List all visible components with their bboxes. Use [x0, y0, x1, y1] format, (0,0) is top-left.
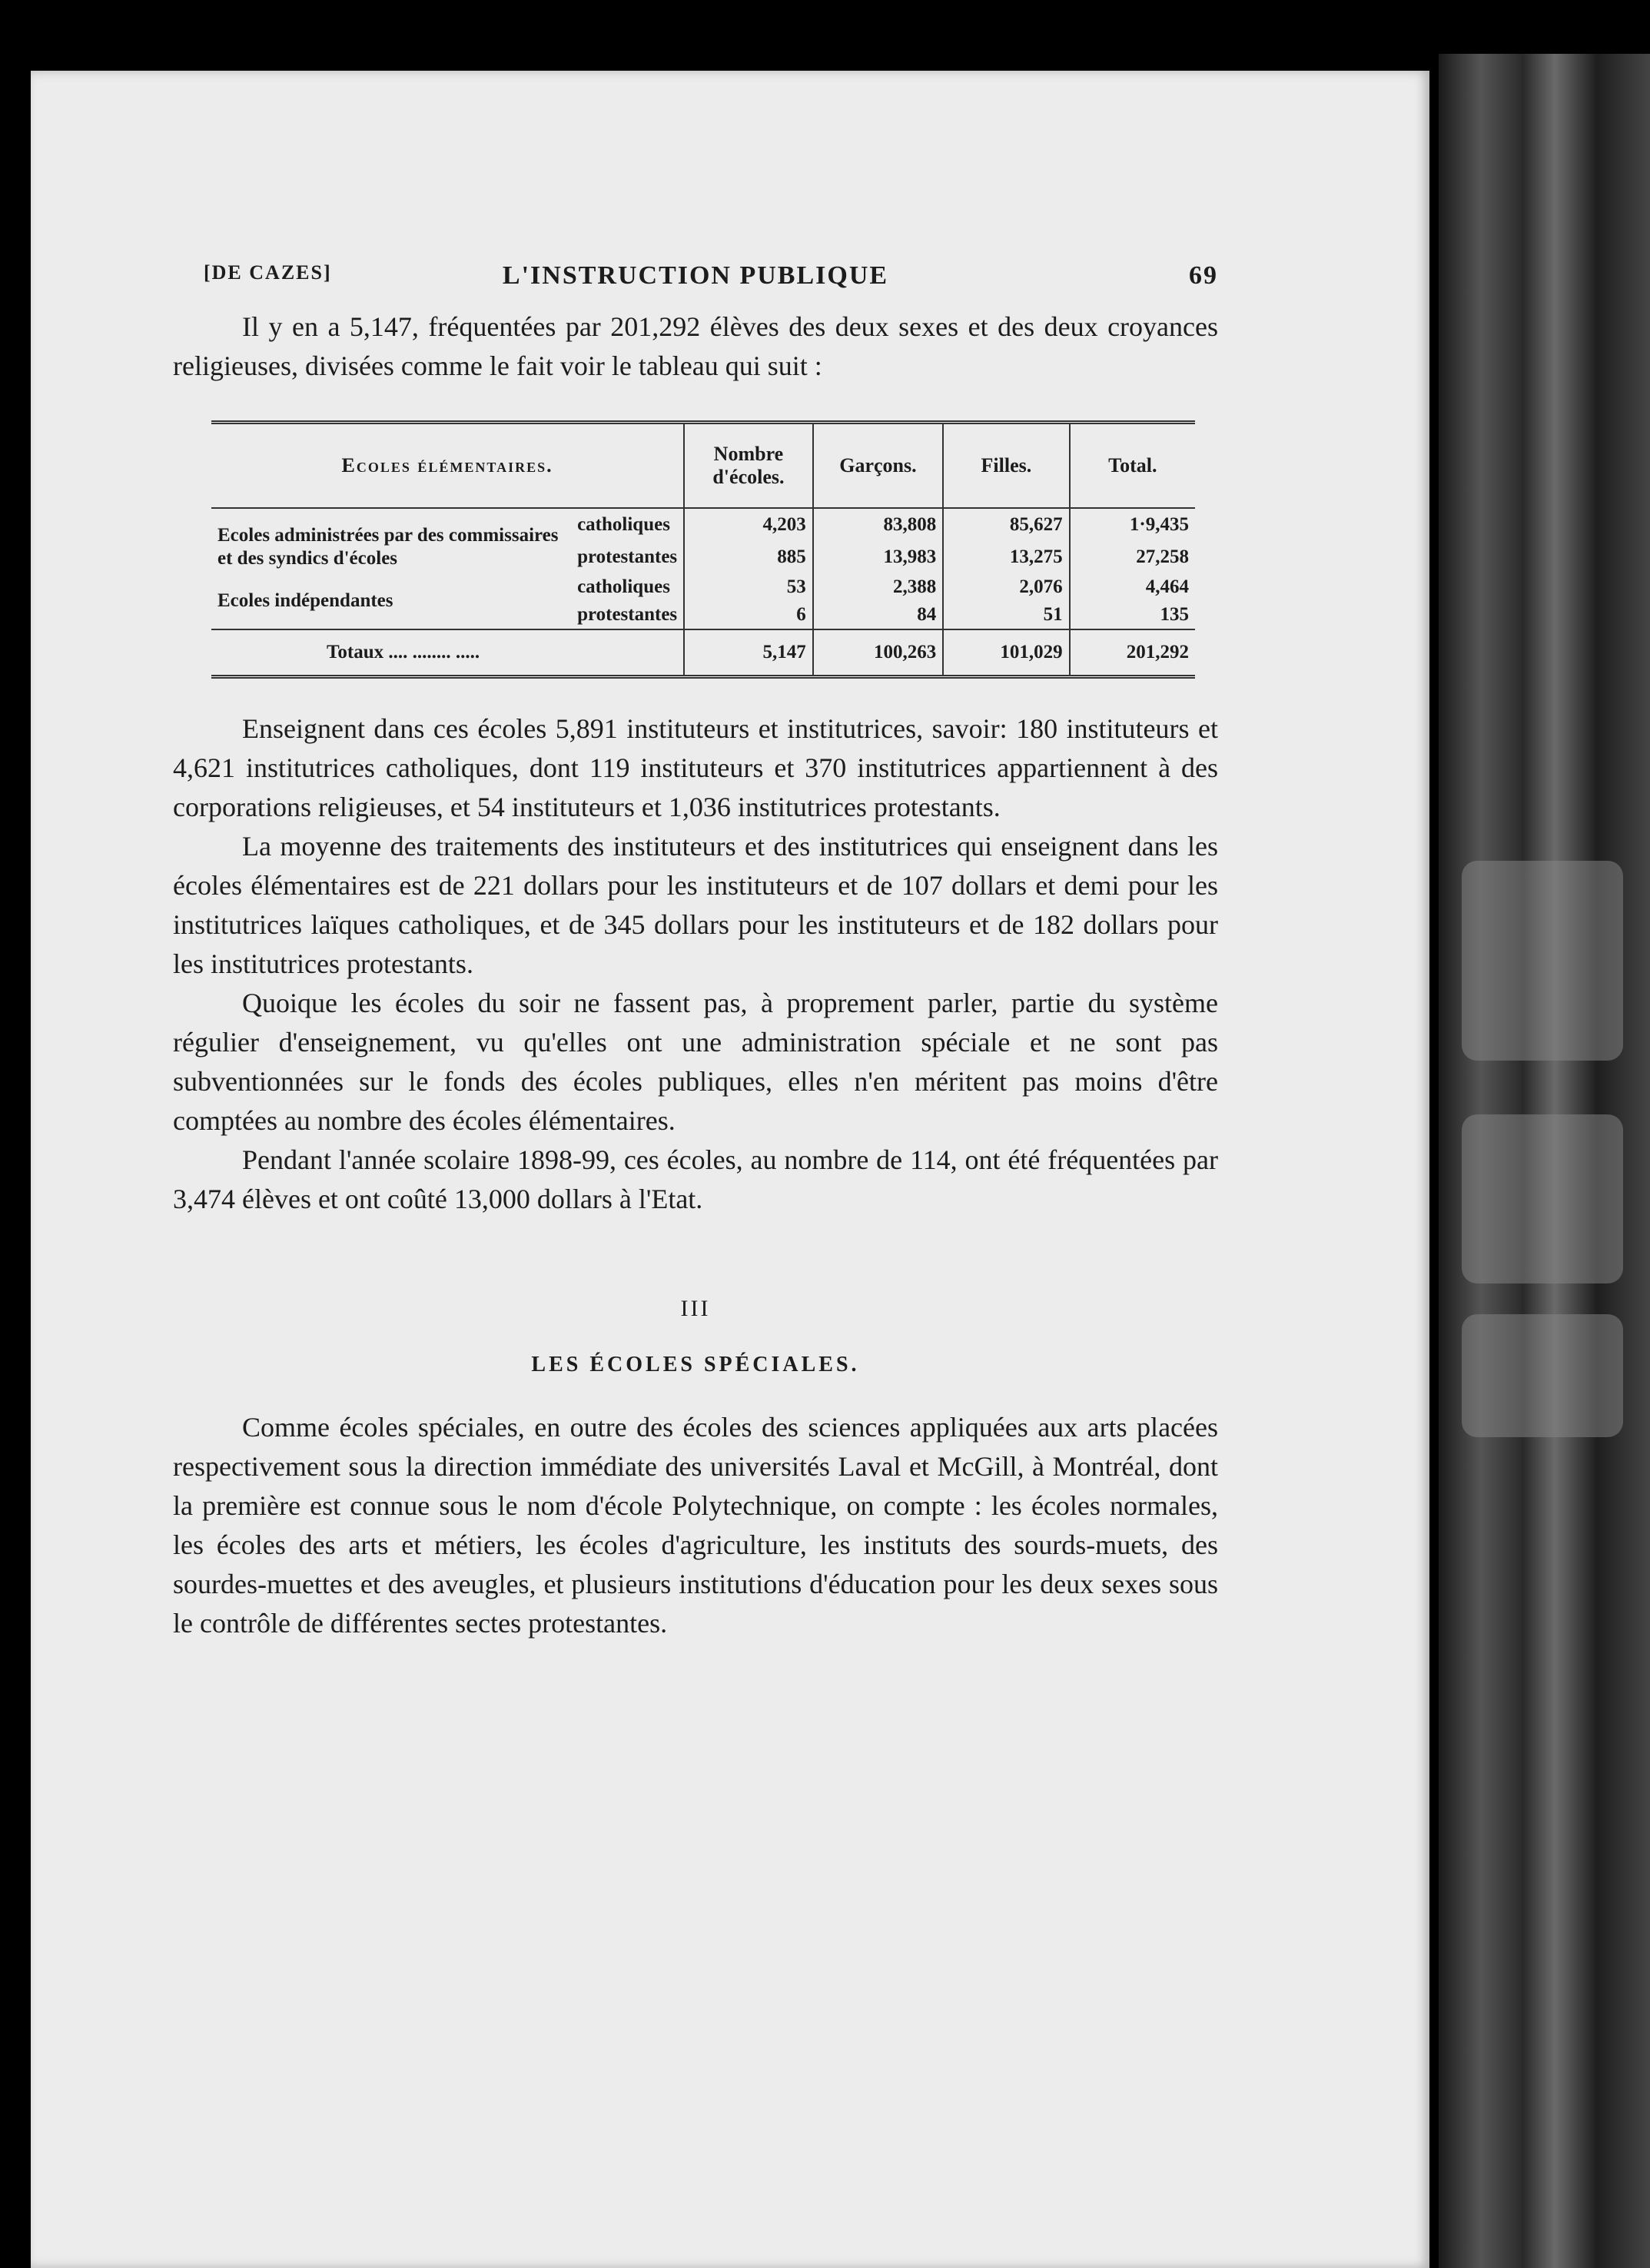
cell: 53 [684, 573, 813, 601]
body-paragraph: Pendant l'année scolaire 1898-99, ces écoles, au nombre de 114, ont été fréquentées par 3,474 élèves et ont coûté 13,000 dollars à l'Etat. [173, 1144, 1218, 1214]
body-paragraph: La moyenne des traitements des instituteurs et des institutrices qui enseignent dans les écoles élémentaires est de 221 dollars pour les instituteurs et de 107 dollars et demi pour les institutrices laïques catholiques, et de 345 dollars pour les instituteurs et de 182 dollars pour les institutrices protestants. [173, 831, 1218, 979]
cell: 4,464 [1070, 573, 1195, 601]
row-sub: catholiques [577, 576, 670, 597]
header-cell: Total. [1070, 423, 1195, 509]
group-label: Ecoles indépendantes [217, 590, 393, 611]
cell: 83,808 [813, 508, 943, 541]
totals-row [211, 629, 1195, 677]
schools-table [211, 420, 1195, 679]
cell: 135 [1070, 601, 1195, 629]
body-paragraph: Quoique les écoles du soir ne fassent pas, à proprement parler, partie du système régulier d'enseignement, vu qu'elles ont une administration spéciale et ne sont pas subventionnées sur le fonds des écoles publiques, elles n'en méritent pas moins d'être comptées au nombre des écoles élémentaires. [173, 988, 1218, 1136]
row-sub: catholiques [577, 514, 670, 536]
edge-mark [1462, 1314, 1623, 1437]
totals-label: Totaux .... ........ ..... [211, 629, 684, 677]
cell: 27,258 [1070, 541, 1195, 573]
table-header-row [211, 423, 1195, 509]
cell: 6 [684, 601, 813, 629]
cell: 100,263 [813, 629, 943, 677]
edge-mark [1462, 861, 1623, 1061]
cell: 85,627 [943, 508, 1069, 541]
table-row [211, 573, 1195, 601]
running-header [173, 261, 1218, 307]
row-sub: protestantes [577, 546, 678, 568]
row-sub: protestantes [577, 604, 678, 625]
page-number: 69 [1189, 261, 1218, 290]
cell: 51 [943, 601, 1069, 629]
cell: 885 [684, 541, 813, 573]
body-paragraph: Enseignent dans ces écoles 5,891 instituteurs et institutrices, savoir: 180 instituteurs et 4,621 institutrices catholiques, dont 119 instituteurs et 370 institutrices appartiennent à des corporations religieuses, et 54 instituteurs et 1,036 institutrices protestants. [173, 713, 1218, 822]
page-content [173, 261, 1218, 1643]
cell: 101,029 [943, 629, 1069, 677]
header-cell: Garçons. [813, 423, 943, 509]
cell: 2,388 [813, 573, 943, 601]
cell: 13,983 [813, 541, 943, 573]
header-cell: Nombre d'écoles. [684, 423, 813, 509]
table-row [211, 508, 1195, 541]
header-cell: Ecoles élémentaires. [211, 423, 684, 509]
edge-mark [1462, 1114, 1623, 1283]
section-paragraph: Comme écoles spéciales, en outre des écoles des sciences appliquées aux arts placées respectivement sous la direction immédiate des universités Laval et McGill, à Montréal, dont la première est connue sous le nom d'école Polytechnique, on compte : les écoles normales, les écoles des arts et métiers, les écoles d'agriculture, les instituts des sourds-muets, des sourdes-muettes et des aveugles, et plusieurs institutions d'éducation pour les deux sexes sous le contrôle de différentes sectes protestantes. [173, 1412, 1218, 1639]
section-number: III [680, 1296, 711, 1321]
header-cell: Filles. [943, 423, 1069, 509]
intro-paragraph: Il y en a 5,147, fréquentées par 201,292 élèves des deux sexes et des deux croyances religieuses, divisées comme le fait voir le tableau qui suit : [173, 311, 1218, 381]
cell: 201,292 [1070, 629, 1195, 677]
header-title: L'INSTRUCTION PUBLIQUE [502, 261, 889, 290]
cell: 2,076 [943, 573, 1069, 601]
book-edge [1439, 54, 1650, 2268]
cell: 84 [813, 601, 943, 629]
cell: 13,275 [943, 541, 1069, 573]
section-title: LES ÉCOLES SPÉCIALES. [531, 1353, 860, 1376]
group-label: Ecoles administrées par des commissaires et des syndics d'écoles [217, 525, 559, 569]
cell: 5,147 [684, 629, 813, 677]
cell: 1⁠·⁠⁠9,435 [1070, 508, 1195, 541]
cell: 4,203 [684, 508, 813, 541]
header-author: [DE CAZES] [204, 261, 332, 284]
